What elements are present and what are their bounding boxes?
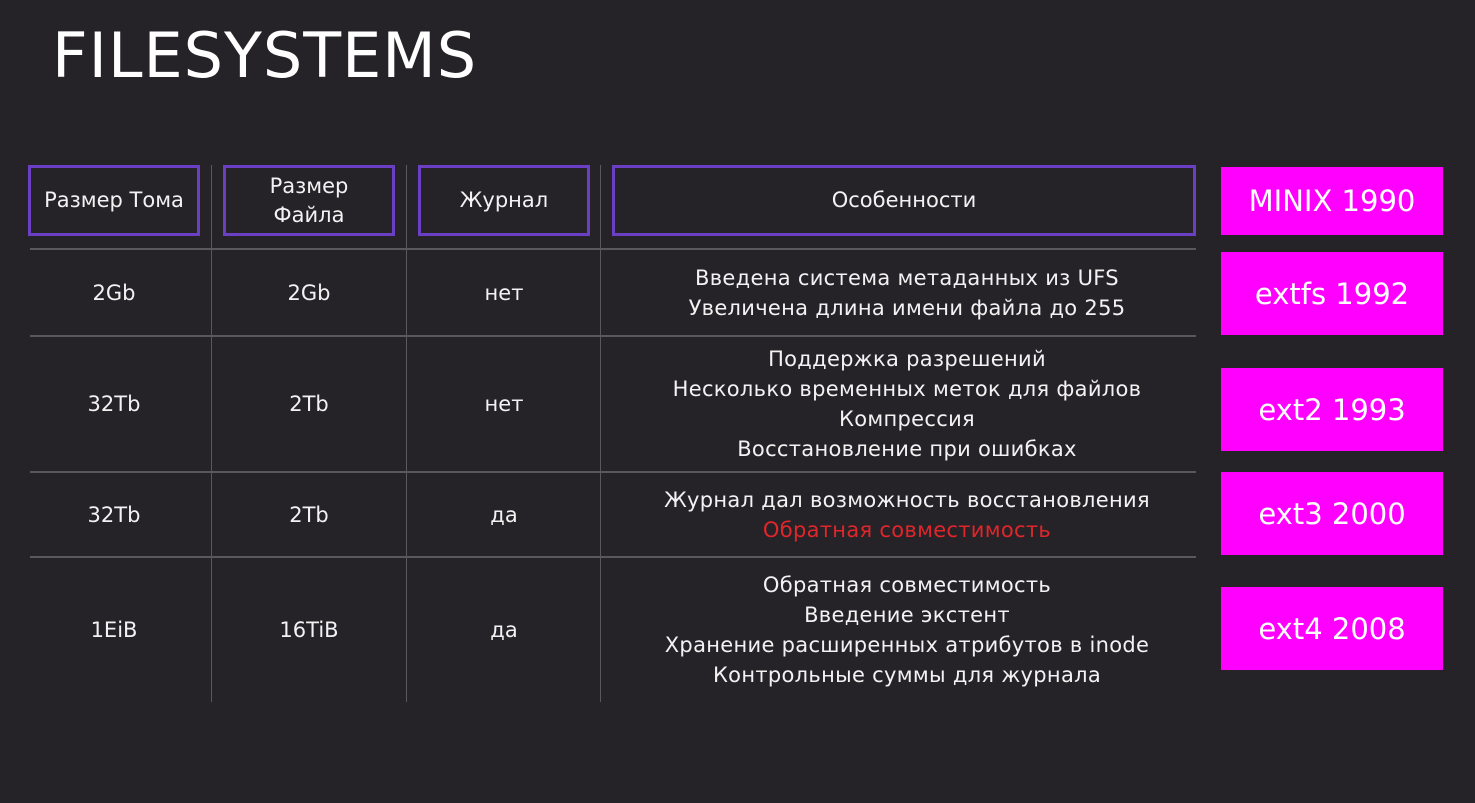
journal-cell: да — [490, 502, 518, 527]
table-row — [0, 250, 1200, 335]
features-cell — [612, 250, 1202, 335]
filesystem-tag-minix: MINIX 1990 — [1221, 167, 1443, 235]
feature-line: Хранение расширенных атрибутов в inode — [664, 633, 1150, 657]
file-size-cell: 2Tb — [289, 392, 329, 416]
file-size-cell: 2Tb — [289, 502, 329, 527]
header-volume-size-label: Размер Тома — [44, 188, 184, 212]
features-cell — [612, 473, 1202, 556]
feature-line: Компрессия — [839, 407, 975, 431]
table-row — [0, 558, 1200, 702]
journal-cell: нет — [484, 280, 524, 305]
file-size-cell: 16TiB — [279, 618, 339, 642]
header-file-size — [223, 165, 395, 236]
filesystem-tag-ext2: ext2 1993 — [1221, 368, 1443, 451]
table-row — [0, 473, 1200, 556]
header-journal — [418, 165, 590, 236]
feature-line: Введена система метаданных из UFS — [695, 265, 1119, 290]
filesystem-tag-ext4: ext4 2008 — [1221, 587, 1443, 670]
filesystem-tag-extfs: extfs 1992 — [1221, 252, 1443, 335]
volume-size-cell: 1EiB — [90, 618, 138, 642]
volume-size-cell: 2Gb — [92, 280, 136, 305]
slide-title: FILESYSTEMS — [52, 19, 478, 92]
filesystem-tag-ext3: ext3 2000 — [1221, 472, 1443, 555]
feature-line-highlighted: Обратная совместимость — [762, 517, 1052, 542]
header-volume-size — [28, 165, 200, 236]
features-cell — [612, 337, 1202, 471]
header-features — [612, 165, 1196, 236]
feature-line: Контрольные суммы для журнала — [712, 663, 1102, 687]
file-size-cell: 2Gb — [287, 280, 331, 305]
volume-size-cell: 32Tb — [87, 502, 141, 527]
feature-line: Восстановление при ошибках — [737, 437, 1077, 461]
feature-line: Журнал дал возможность восстановления — [664, 487, 1150, 512]
features-cell — [612, 558, 1202, 702]
journal-cell: нет — [484, 392, 524, 416]
header-file-size-label: Размер Файла — [269, 173, 349, 227]
journal-cell: да — [490, 618, 518, 642]
header-journal-label: Журнал — [459, 188, 549, 212]
header-features-label: Особенности — [831, 188, 977, 212]
feature-line: Несколько временных меток для файлов — [672, 377, 1142, 401]
feature-line: Увеличена длина имени файла до 255 — [688, 295, 1126, 320]
feature-line: Поддержка разрешений — [768, 347, 1046, 371]
table-row — [0, 337, 1200, 471]
volume-size-cell: 32Tb — [87, 392, 141, 416]
feature-line: Введение экстент — [804, 603, 1010, 627]
feature-line: Обратная совместимость — [762, 573, 1052, 597]
